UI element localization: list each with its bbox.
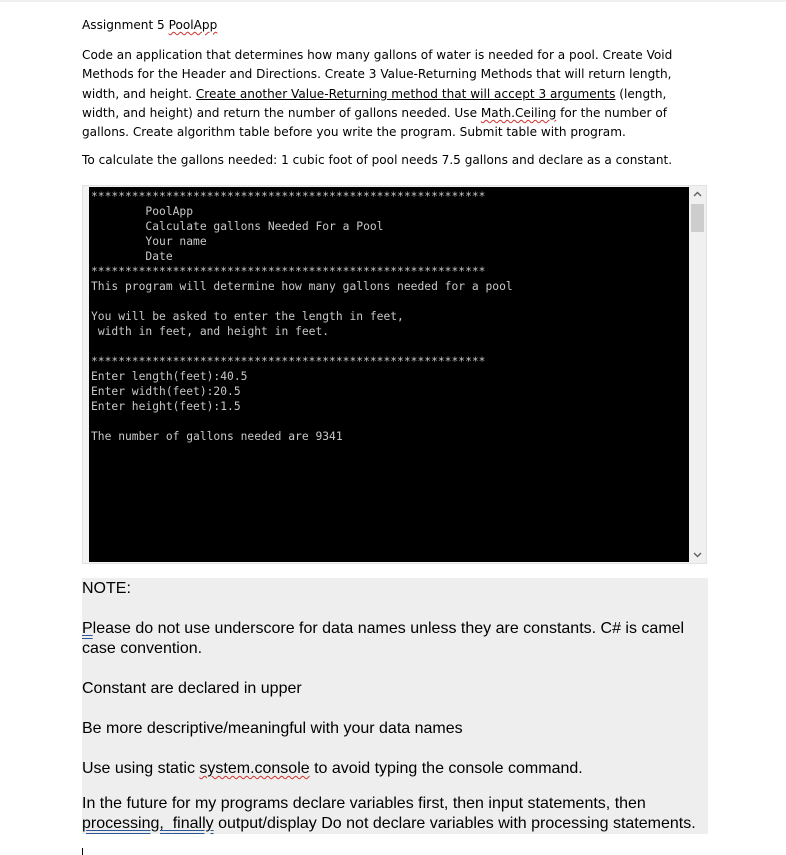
assignment-instructions: Code an application that determines how many gallons of water is needed for a pool. Create Void Methods for the Header and Directions. Create 3 Value-Returning Methods that will return length, width, and height. Create another Value-Returning method that will accept 3 arguments (length, width, and height) and return the number of gallons needed. Use Math.Ceiling for the number of gallons. Create algorithm table before you write the program. Submit table with program.	[82, 48, 673, 140]
math-ceiling-term: Math.Ceiling	[480, 105, 557, 120]
console-stars: **********************************************************	[91, 265, 486, 278]
text-cursor	[82, 848, 83, 855]
console-header-desc: Calculate gallons Needed For a Pool	[145, 220, 384, 233]
system-console-term: system.console	[199, 760, 310, 777]
console-prompt-length: Enter length(feet):40.5	[91, 370, 248, 383]
assignment-title: Assignment 5 PoolApp	[82, 18, 218, 32]
chevron-down-icon[interactable]	[689, 546, 706, 563]
instructor-note	[82, 578, 708, 834]
note-item-constants: Constant are declared in upper	[82, 680, 302, 697]
assignment-text	[82, 16, 707, 170]
console-stars: **********************************************************	[91, 190, 486, 203]
chevron-up-icon[interactable]	[689, 186, 706, 203]
gallons-formula-note: To calculate the gallons needed: 1 cubic foot of pool needs 7.5 gallons and declare as a constant.	[82, 153, 673, 168]
console-header-name: Your name	[145, 235, 207, 248]
console-stars: **********************************************************	[91, 355, 486, 368]
console-directions-line-2: width in feet, and height in feet.	[97, 325, 330, 338]
window-top-edge	[0, 0, 786, 2]
scroll-thumb[interactable]	[691, 204, 704, 232]
console-header-date: Date	[145, 250, 173, 263]
console-prompt-width: Enter width(feet):20.5	[91, 385, 241, 398]
note-item-underscore: Please do not use underscore for data names unless they are constants. C# is camel case convention.	[82, 620, 685, 657]
console-window	[89, 187, 690, 562]
poolapp-spell-flag: PoolApp	[168, 18, 218, 32]
note-item-using-static: Use using static system.console to avoid typing the console command.	[82, 760, 583, 777]
console-intro: This program will determine how many gallons needed for a pool	[91, 280, 513, 293]
console-header-app: PoolApp	[145, 205, 194, 218]
console-scrollbar[interactable]	[689, 186, 706, 563]
value-returning-requirement: Create another Value-Returning method that will accept 3 arguments	[195, 86, 616, 101]
typo-flag: P	[82, 620, 93, 637]
console-directions-line-1: You will be asked to enter the length in feet,	[91, 310, 404, 323]
note-item-declare-order: In the future for my programs declare variables first, then input statements, then processing, finally output/display Do not declare variables with processing statements.	[82, 795, 696, 832]
finally-flag: finally	[172, 815, 214, 832]
console-output	[89, 187, 690, 444]
console-prompt-height: Enter height(feet):1.5	[91, 400, 241, 413]
console-result: The number of gallons needed are 9341	[91, 430, 343, 443]
note-item-descriptive: Be more descriptive/meaningful with your data names	[82, 720, 463, 737]
processing-flag: processing,	[82, 815, 164, 832]
console-screenshot	[82, 185, 707, 564]
note-heading: NOTE:	[82, 580, 131, 597]
